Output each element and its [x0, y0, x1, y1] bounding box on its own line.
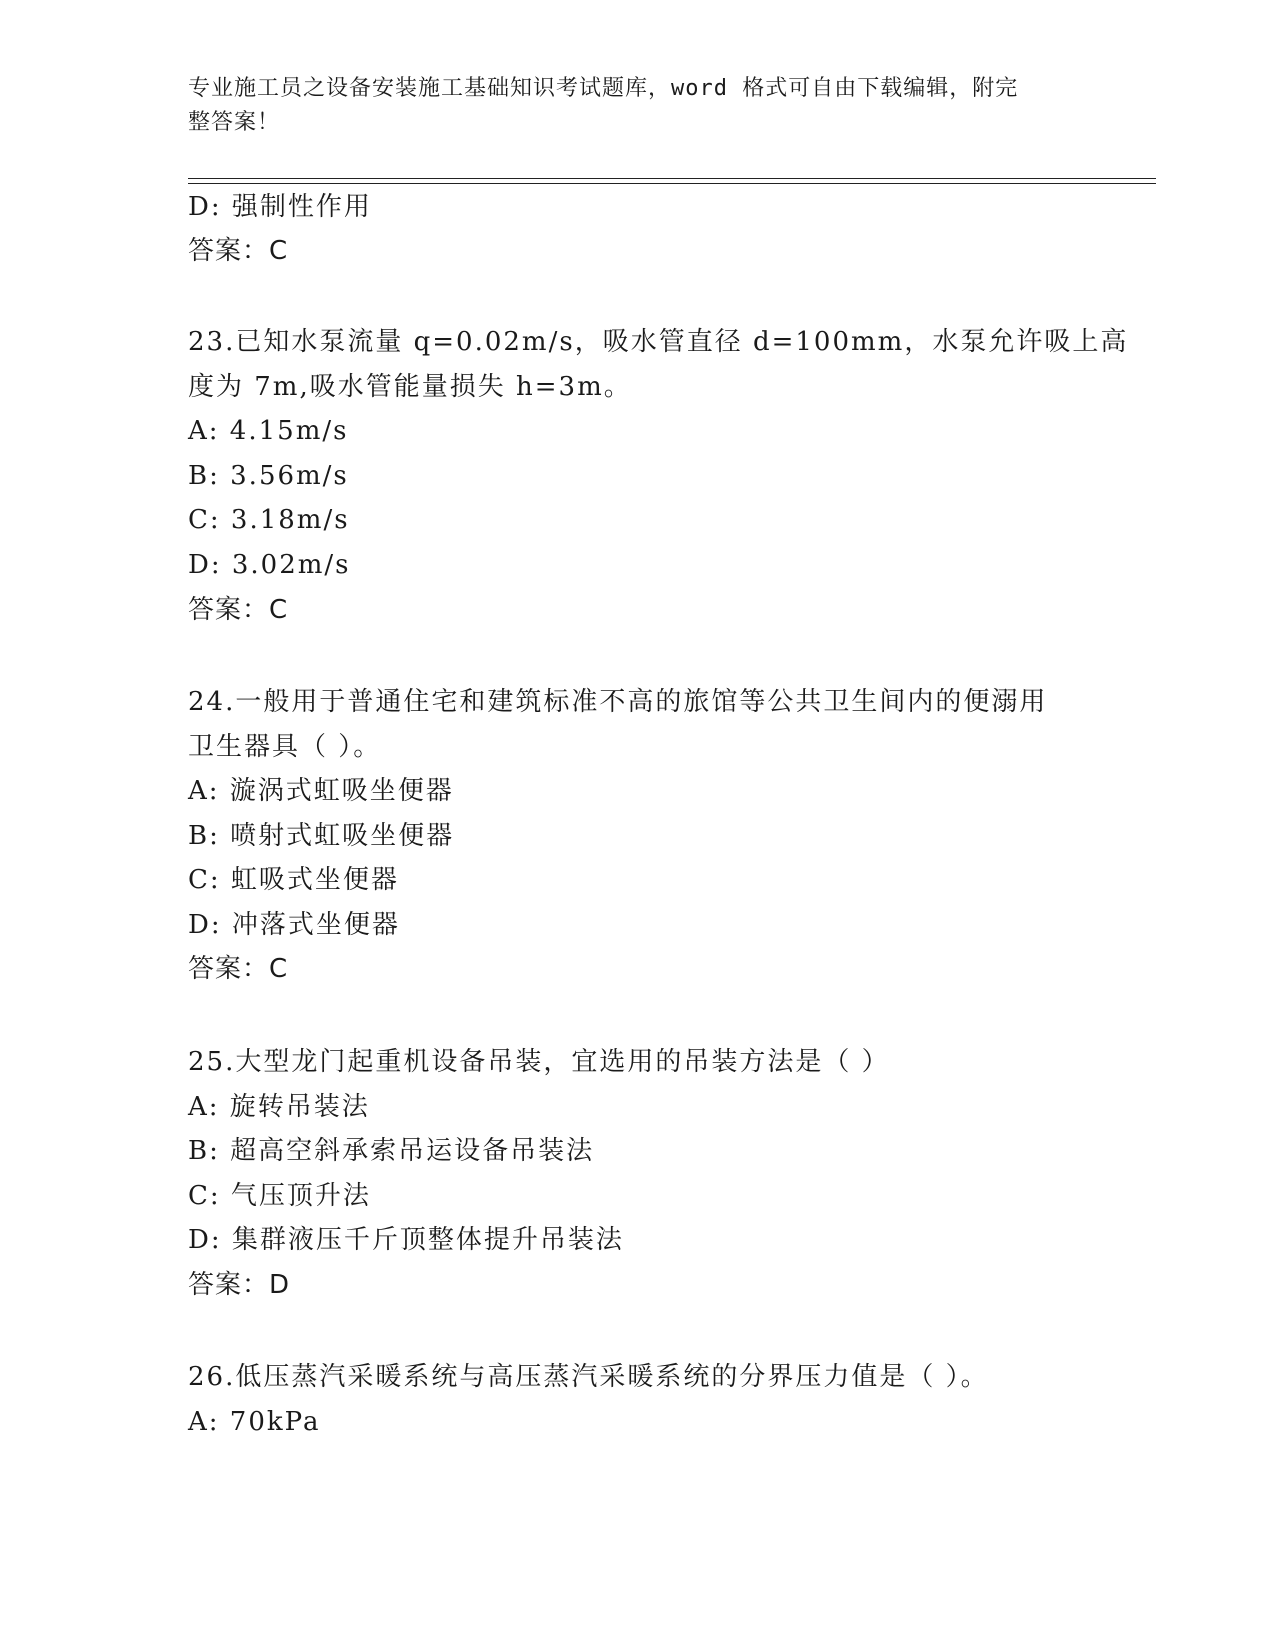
q24-option-b: B: 喷射式虹吸坐便器 — [188, 821, 455, 851]
q26-option-a: A: 70kPa — [188, 1407, 321, 1437]
prev-answer: 答案：C — [188, 236, 289, 266]
q23-answer: 答案：C — [188, 595, 289, 625]
q24-answer: 答案：C — [188, 954, 289, 984]
q25-option-c: C: 气压顶升法 — [188, 1181, 371, 1211]
q26-stem-line-1: 26.低压蒸汽采暖系统与高压蒸汽采暖系统的分界压力值是（ ）。 — [188, 1362, 989, 1392]
q23-option-c: C: 3.18m/s — [188, 505, 350, 535]
q24-option-d: D: 冲落式坐便器 — [188, 910, 400, 940]
q23-option-a: A: 4.15m/s — [188, 416, 349, 446]
q25-answer: 答案：D — [188, 1270, 291, 1300]
q25-option-a: A: 旋转吊装法 — [188, 1092, 370, 1122]
q24-option-a: A: 漩涡式虹吸坐便器 — [188, 776, 454, 806]
q23-stem-line-2: 度为 7m,吸水管能量损失 h=3m。 — [188, 372, 632, 402]
q23-option-d: D: 3.02m/s — [188, 550, 351, 580]
q25-option-d: D: 集群液压千斤顶整体提升吊装法 — [188, 1225, 624, 1255]
q23-option-b: B: 3.56m/s — [188, 461, 349, 491]
header-line-1: 专业施工员之设备安装施工基础知识考试题库，word 格式可自由下载编辑，附完 — [188, 76, 1019, 101]
document-header — [188, 72, 1068, 140]
q25-stem-line-1: 25.大型龙门起重机设备吊装，宜选用的吊装方法是（ ） — [188, 1047, 890, 1077]
header-line-2: 整答案！ — [188, 110, 281, 135]
q23-stem-line-1: 23.已知水泵流量 q=0.02m/s，吸水管直径 d=100mm，水泵允许吸上高 — [188, 327, 1129, 357]
header-divider-top — [188, 178, 1156, 179]
q25-option-b: B: 超高空斜承索吊运设备吊装法 — [188, 1136, 595, 1166]
q24-stem-line-1: 24.一般用于普通住宅和建筑标准不高的旅馆等公共卫生间内的便溺用 — [188, 687, 1048, 717]
prev-option-d: D: 强制性作用 — [188, 192, 372, 222]
header-divider-bottom — [188, 183, 1156, 184]
q24-option-c: C: 虹吸式坐便器 — [188, 865, 399, 895]
q24-stem-line-2: 卫生器具（ ）。 — [188, 732, 382, 762]
